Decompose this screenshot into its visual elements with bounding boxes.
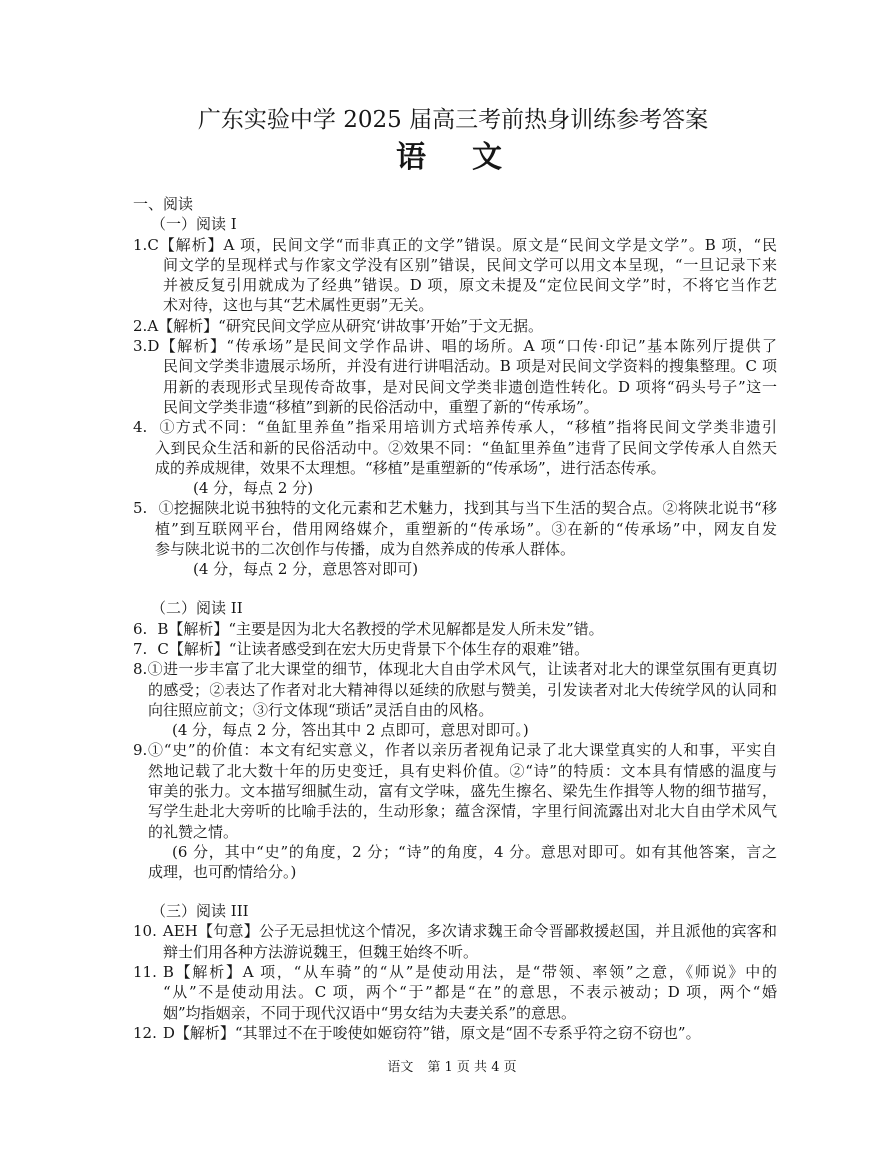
answer-text: ①进一步丰富了北大课堂的细节，体现北大自由学术风气，让读者对北大的课堂氛围有更真切 (147, 660, 777, 679)
part-heading-1: （一）阅读 I (151, 215, 237, 234)
question-11 (133, 962, 777, 1023)
answer-text: 入到民众生活和新的民俗活动中。②效果不同：“鱼缸里养鱼”违背了民间文学传承人自然天 (155, 438, 777, 457)
answer-text: D【解析】“其罪过不在于唆使如姬窃符”错，原文是“固不专系乎符之窃不窃也”。 (162, 1023, 701, 1042)
question-1 (133, 235, 777, 316)
answer-line (133, 619, 777, 639)
question-6 (133, 619, 777, 639)
answer-text: 间文学的呈现样式与作家文学没有区别”错误，民间文学可以用文本呈现，“一旦记录下来 (163, 255, 777, 274)
question-number: 4. (133, 418, 148, 437)
answer-line (133, 235, 777, 255)
answer-line (133, 962, 777, 982)
footer-subject: 语文 (387, 1060, 414, 1075)
answer-text: ①挖掘陕北说书独特的文化元素和艺术魅力，找到其与当下生活的契合点。②将陕北说书“移 (158, 499, 777, 518)
answer-text: 写学生赴北大旁听的比喻手法的，生动形象；蕴含深情，字里行间流露出对北大自由学术风气 (148, 802, 777, 821)
answer-line (133, 316, 777, 336)
answer-text: ①“史”的价值：本文有纪实意义，作者以亲历者视角记录了北大课堂真实的人和事，平实自 (147, 741, 777, 760)
answer-line (133, 921, 777, 941)
answer-line (133, 336, 777, 356)
question-3 (133, 336, 777, 417)
score-note: (6 分，其中“史”的角度，2 分；“诗”的角度，4 分。意思对即可。如有其他答案，言之 (172, 842, 777, 861)
answer-text: ①方式不同：“鱼缸里养鱼”指采用培训方式培养传承人，“移植”指将民间文学类非遗引 (158, 418, 777, 437)
answer-text: 植”到互联网平台，借用网络媒介，重塑新的“传承场”。③在新的“传承场”中，网友自发 (155, 519, 777, 538)
question-8 (133, 659, 777, 740)
answer-text: AEH【句意】公子无忌担忧这个情况，多次请求魏王命令晋鄙救援赵国，并且派他的宾客和 (162, 922, 777, 941)
section-spacer (133, 580, 777, 599)
answer-text: B【解析】A 项，“从车骑”的“从”是使动用法，是“带领、率领”之意，《师说》中的 (162, 963, 777, 982)
answer-line (133, 740, 777, 760)
question-10 (133, 921, 777, 962)
score-note: (4 分，每点 2 分) (193, 479, 314, 498)
question-number: 10. (133, 922, 157, 941)
answer-text: 用新的表现形式呈现传奇故事，是对民间文学类非遗创造性转化。D 项将“码头号子”这一 (163, 377, 777, 396)
answer-text: 的感受；②表达了作者对北大精神得以延续的欣慰与赞美，引发读者对北大传统学风的认同和 (148, 680, 777, 699)
question-7 (133, 639, 777, 659)
question-number: 8. (133, 660, 148, 679)
section-heading: 一、阅读 (133, 195, 194, 213)
answer-text: 术对待，这也与其“艺术属性更弱”无关。 (163, 296, 434, 315)
answer-text: 民间文学类非遗“移植”到新的民俗活动中，重塑了新的“传承场”。 (163, 397, 599, 416)
answer-line (133, 659, 777, 679)
subject-heading: 语 文 (396, 140, 510, 175)
answer-line (133, 417, 777, 437)
answer-text: 辩士们用各种方法游说魏王，但魏王始终不听。 (163, 942, 479, 961)
answer-text: B【解析】“主要是因为北大名教授的学术见解都是发人所未发”错。 (157, 619, 604, 638)
answer-text: 向往照应前文；③行文体现“琐话”灵活自由的风格。 (148, 700, 494, 719)
answer-body (133, 194, 777, 1043)
answer-text: D【解析】“传承场”是民间文学作品讲、唱的场所。A 项“口传·印记”基本陈列厅提供了 (147, 337, 777, 356)
score-note: (4 分，每点 2 分，答出其中 2 点即可，意思对即可。) (172, 721, 529, 740)
question-number: 7. (133, 639, 148, 658)
score-note: (4 分，每点 2 分，意思答对即可) (193, 560, 419, 579)
answer-line (133, 498, 777, 518)
answer-line (133, 1023, 777, 1043)
part-heading-3: （三）阅读 III (151, 902, 249, 921)
question-number: 12. (133, 1023, 157, 1042)
question-2 (133, 316, 777, 336)
question-12 (133, 1023, 777, 1043)
question-5 (133, 498, 777, 579)
page-footer (0, 1059, 892, 1077)
question-number: 1. (133, 235, 148, 254)
answer-text: 审美的张力。文本描写细腻生动，富有文学味，盛先生擦名、梁先生作揖等人物的细节描写， (148, 782, 777, 800)
question-4 (133, 417, 777, 498)
answer-text: A【解析】“研究民间文学应从研究‘讲故事’开始”于文无据。 (147, 316, 544, 335)
score-note: 成理，也可酌情给分。) (148, 863, 297, 882)
answer-text: 姻”均指姻亲，不同于现代汉语中“男女结为夫妻关系”的意思。 (163, 1003, 577, 1022)
answer-text: 然地记载了北大数十年的历史变迁，具有史料价值。②“诗”的特质：文本具有情感的温度与 (148, 761, 777, 780)
page-number: 第 1 页 共 4 页 (427, 1060, 517, 1075)
answer-text: 民间文学类非遗展示场所，并没有进行讲唱活动。B 项是对民间文学资料的搜集整理。C 项 (163, 357, 777, 376)
question-number: 6. (133, 619, 148, 638)
part-heading-2: （二）阅读 II (151, 599, 243, 618)
question-number: 2. (133, 316, 148, 335)
question-number: 9. (133, 741, 148, 760)
question-number: 3. (133, 337, 148, 356)
question-number: 11. (133, 963, 157, 982)
answer-text: 参与陕北说书的二次创作与传播，成为自然养成的传承人群体。 (155, 540, 576, 559)
answer-text: 的礼赞之情。 (148, 822, 239, 841)
section-spacer (133, 882, 777, 901)
answer-text: 并被反复引用就成为了经典”错误。D 项，原文未提及“定位民间文学”时，不将它当作艺 (163, 276, 777, 295)
answer-text: C【解析】A 项，民间文学“而非真正的文学”错误。原文是“民间文学是文学”。B 项，“民 (147, 235, 777, 254)
answer-line (133, 639, 777, 659)
answer-text: “从”不是使动用法。C 项，两个“于”都是“在”的意思，不表示被动；D 项，两个“婚 (163, 983, 777, 1002)
document-title: 广东实验中学 2025 届高三考前热身训练参考答案 (197, 107, 709, 133)
answer-text: C【解析】“让读者感受到在宏大历史背景下个体生存的艰难”错。 (157, 639, 590, 658)
answer-text: 成的养成规律，效果不太理想。“移植”是重塑新的“传承场”，进行活态传承。 (155, 458, 666, 477)
question-9 (133, 740, 777, 882)
question-number: 5. (133, 499, 148, 518)
